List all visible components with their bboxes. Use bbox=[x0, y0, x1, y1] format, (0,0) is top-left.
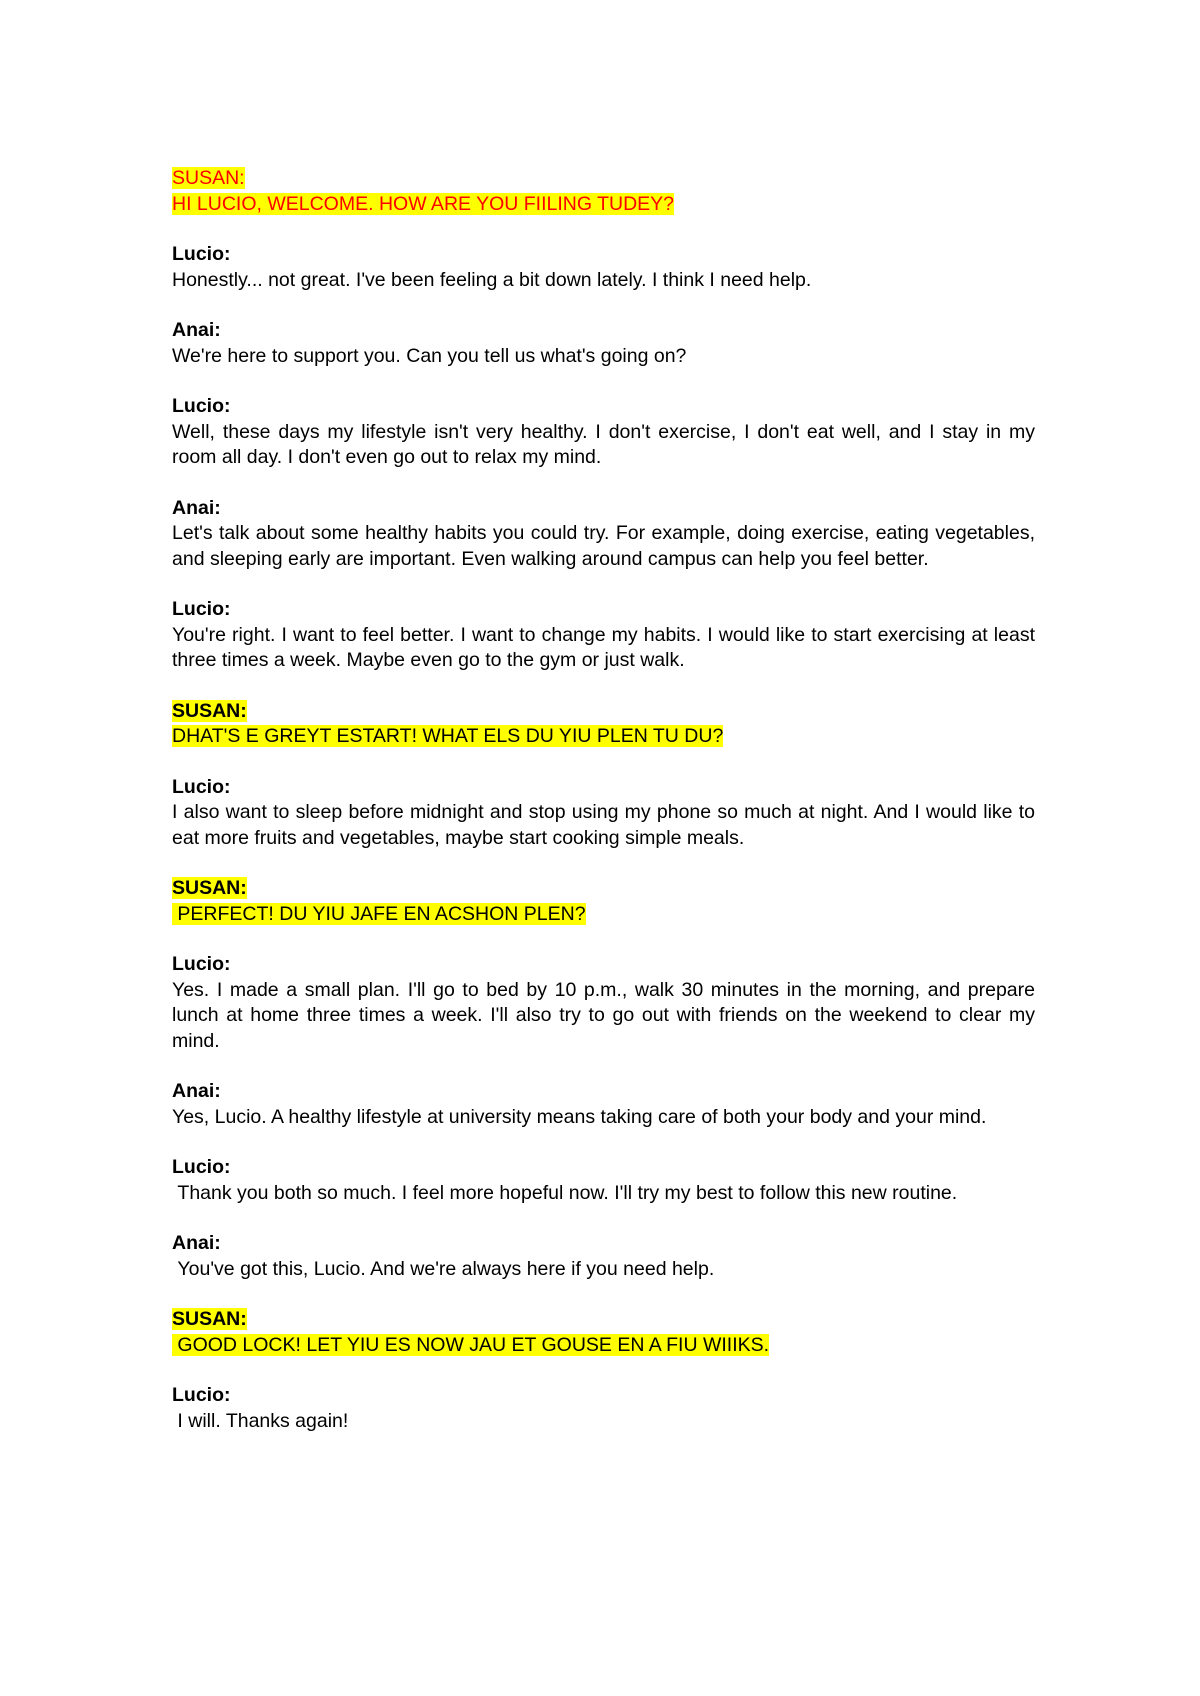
speaker-name: Lucio: bbox=[172, 395, 231, 417]
speaker-name: Lucio: bbox=[172, 1384, 231, 1406]
speaker-name: Anai: bbox=[172, 319, 221, 341]
dialogue-entry-anai bbox=[172, 1231, 1035, 1282]
speaker-name: SUSAN: bbox=[172, 699, 247, 722]
dialogue-entry-lucio bbox=[172, 1383, 1035, 1434]
dialogue-entry-anai bbox=[172, 496, 1035, 573]
speaker-name: Lucio: bbox=[172, 598, 231, 620]
speaker-name: Lucio: bbox=[172, 953, 231, 975]
speaker-name: Anai: bbox=[172, 496, 221, 519]
speaker-name: SUSAN: bbox=[172, 877, 247, 899]
dialogue-text: PERFECT! DU YIU JAFE EN ACSHON PLEN? bbox=[172, 902, 586, 925]
speaker-name: Anai: bbox=[172, 1232, 221, 1254]
dialogue-text: DHAT'S E GREYT ESTART! WHAT ELS DU YIU PLEN TU DU? bbox=[172, 725, 724, 747]
dialogue-text: I also want to sleep before midnight and stop using my phone so much at night. And I would like to eat more fruits and vegetables, maybe start cooking simple meals. bbox=[172, 801, 1035, 849]
dialogue-text: HI LUCIO, WELCOME. HOW ARE YOU FIILING TUDEY? bbox=[172, 192, 675, 215]
speaker-name: Anai: bbox=[172, 1080, 221, 1102]
dialogue-entry-susan bbox=[172, 166, 1035, 217]
speaker-name: Lucio: bbox=[172, 775, 231, 798]
dialogue-text: Yes. I made a small plan. I'll go to bed by 10 p.m., walk 30 minutes in the morning, and prepare lunch at home three times a week. I'll also try to go out with friends on the weekend to clear my mind. bbox=[172, 978, 1035, 1052]
dialogue-text: You've got this, Lucio. And we're always here if you need help. bbox=[172, 1257, 715, 1280]
dialogue-text: GOOD LOCK! LET YIU ES NOW JAU ET GOUSE EN A FIU WIIIKS. bbox=[172, 1333, 770, 1356]
speaker-name: Lucio: bbox=[172, 1156, 231, 1178]
speaker-name: SUSAN: bbox=[172, 167, 245, 189]
dialogue-entry-anai bbox=[172, 318, 1035, 369]
dialogue-entry-susan bbox=[172, 1307, 1035, 1358]
dialogue-text: Thank you both so much. I feel more hopeful now. I'll try my best to follow this new routine. bbox=[172, 1181, 958, 1204]
dialogue-document bbox=[172, 166, 1035, 1459]
dialogue-entry-susan bbox=[172, 699, 1035, 750]
dialogue-text: I will. Thanks again! bbox=[172, 1409, 349, 1432]
dialogue-entry-lucio bbox=[172, 597, 1035, 674]
dialogue-entry-lucio bbox=[172, 775, 1035, 852]
dialogue-text: We're here to support you. Can you tell us what's going on? bbox=[172, 344, 687, 367]
speaker-name: Lucio: bbox=[172, 243, 231, 265]
dialogue-entry-anai bbox=[172, 1079, 1035, 1130]
dialogue-text: Yes, Lucio. A healthy lifestyle at university means taking care of both your body and your mind. bbox=[172, 1105, 987, 1128]
dialogue-text: Honestly... not great. I've been feeling a bit down lately. I think I need help. bbox=[172, 268, 812, 291]
dialogue-entry-lucio bbox=[172, 394, 1035, 471]
dialogue-entry-lucio bbox=[172, 952, 1035, 1054]
dialogue-entry-lucio bbox=[172, 1155, 1035, 1206]
dialogue-text: Well, these days my lifestyle isn't very healthy. I don't exercise, I don't eat well, and I stay in my room all day. I don't even go out to relax my mind. bbox=[172, 420, 1035, 468]
dialogue-entry-lucio bbox=[172, 242, 1035, 293]
dialogue-entry-susan bbox=[172, 876, 1035, 927]
speaker-name: SUSAN: bbox=[172, 1308, 247, 1330]
dialogue-text: Let's talk about some healthy habits you could try. For example, doing exercise, eating vegetables, and sleeping early are important. Even walking around campus can help you feel better. bbox=[172, 522, 1035, 570]
dialogue-text: You're right. I want to feel better. I want to change my habits. I would like to start exercising at least three times a week. Maybe even go to the gym or just walk. bbox=[172, 623, 1035, 671]
